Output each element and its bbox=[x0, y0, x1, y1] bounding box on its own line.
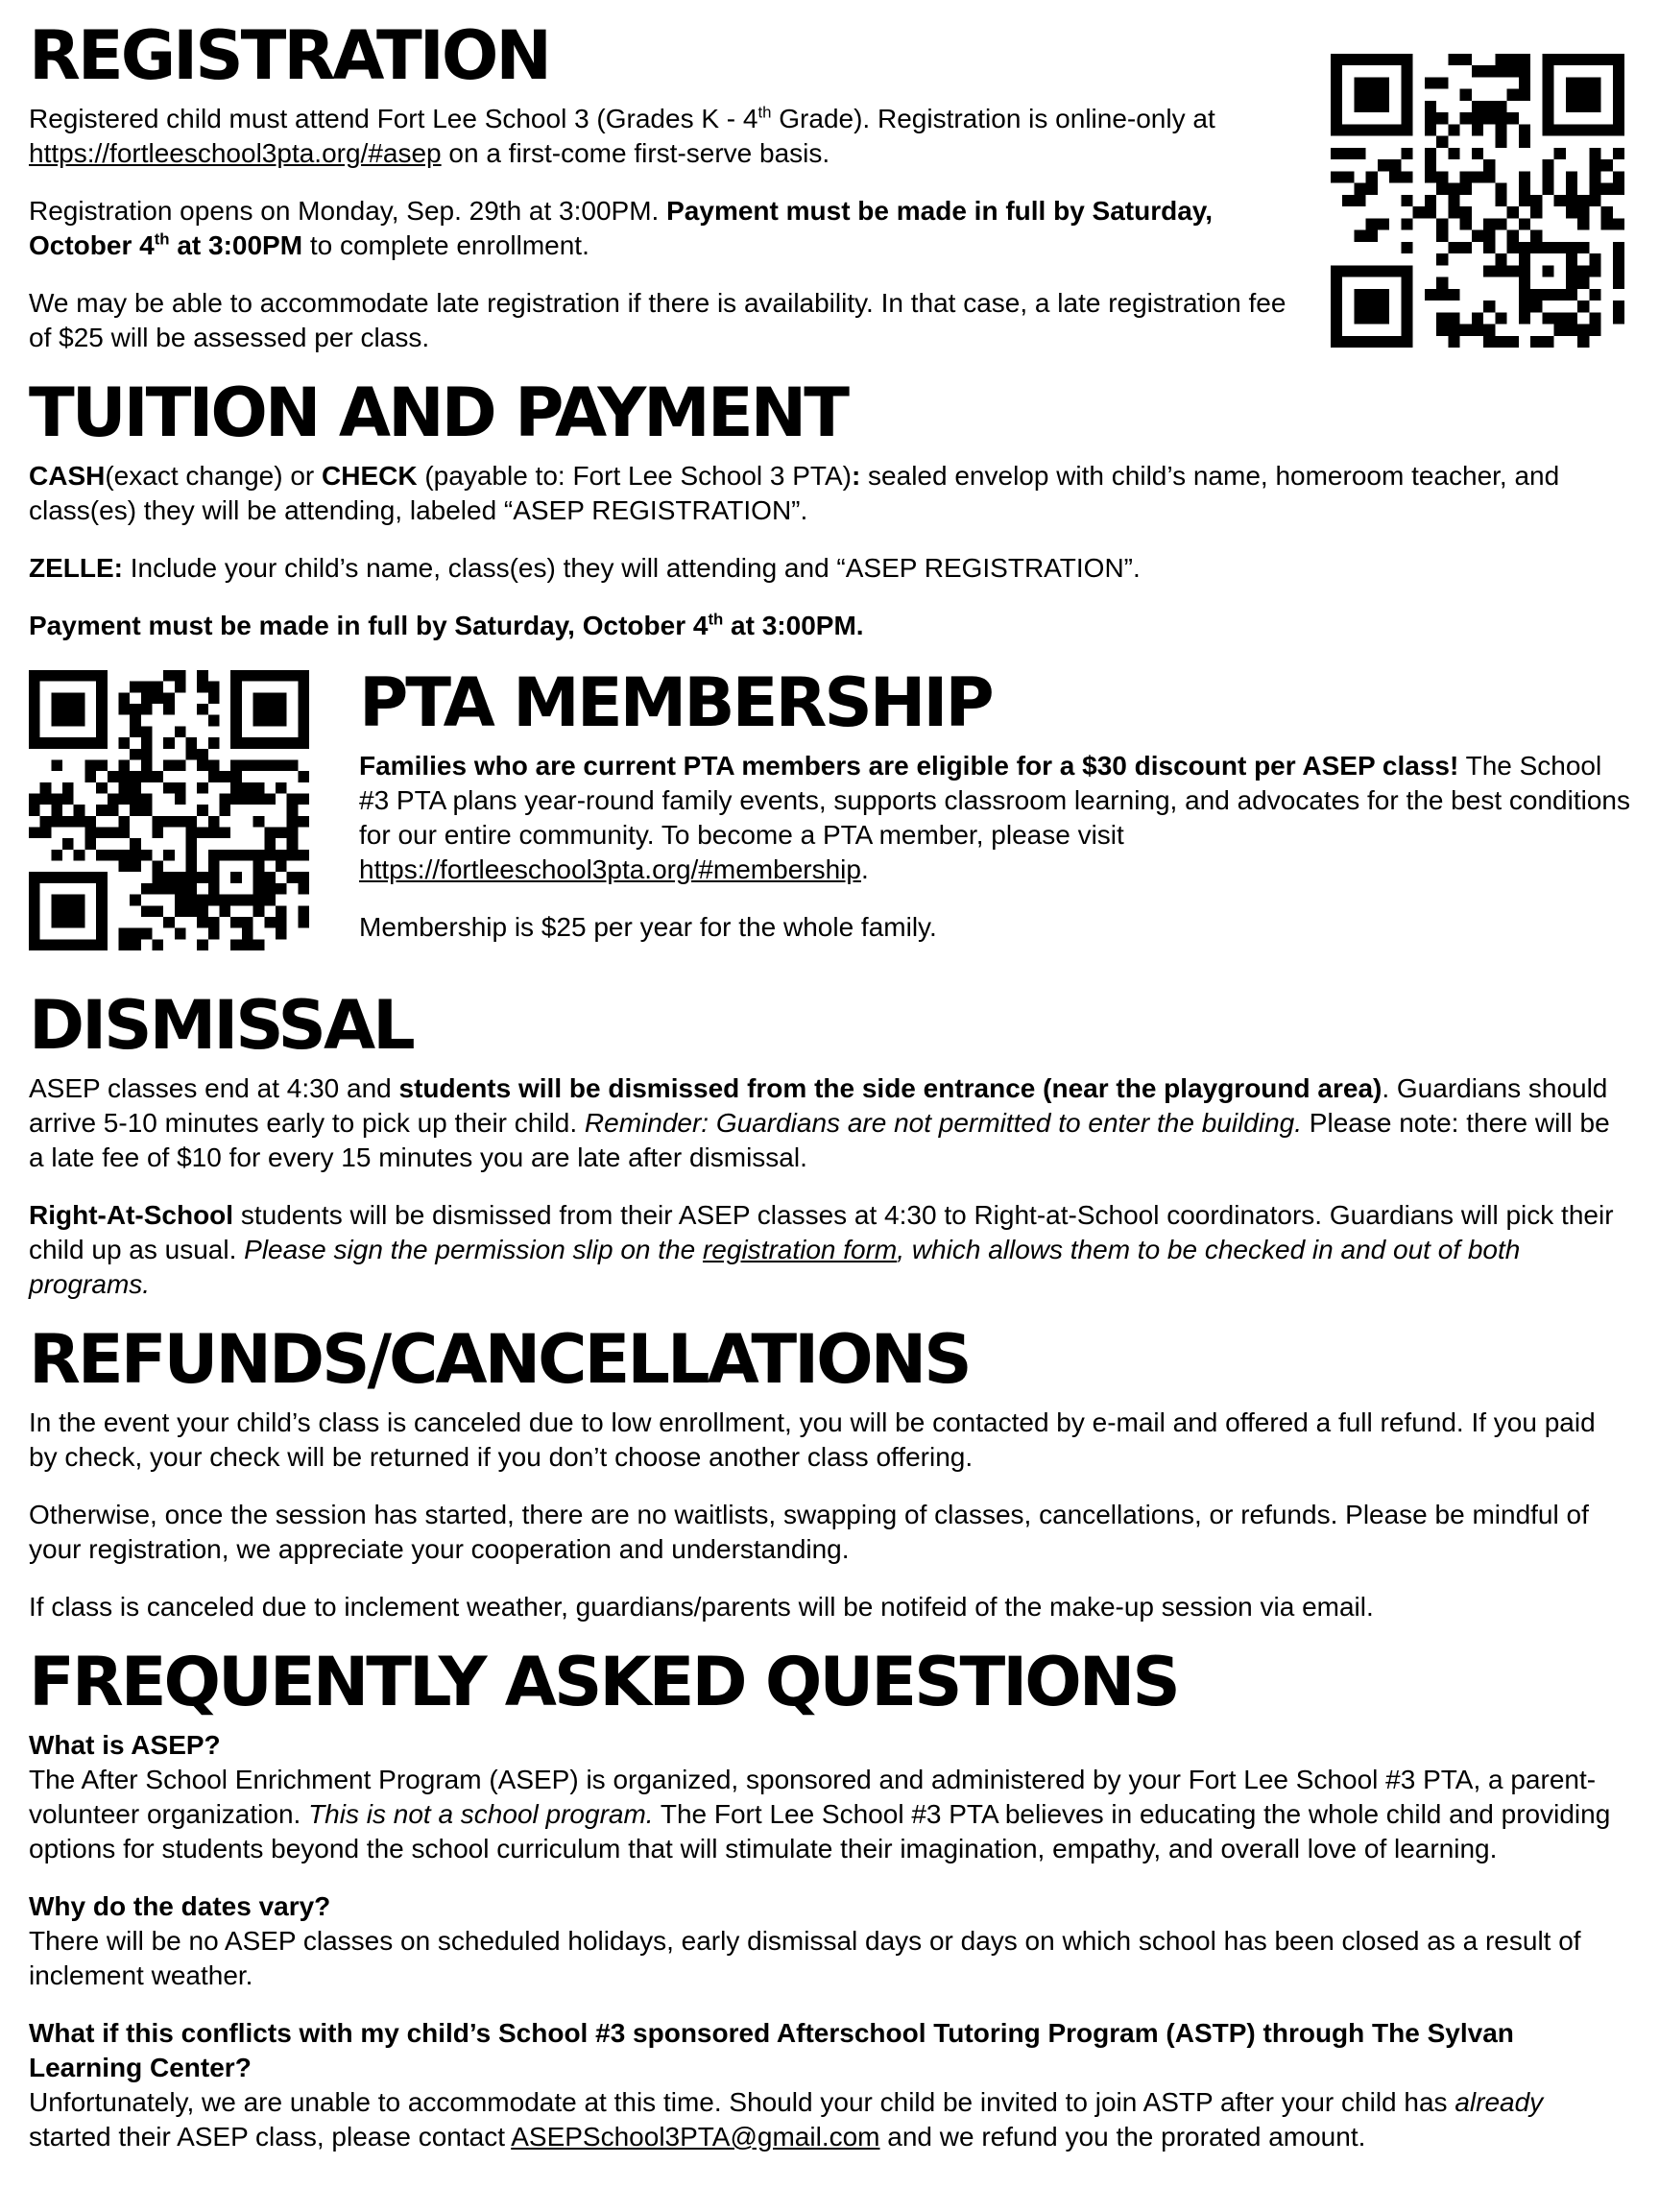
faq-question-1: What is ASEP? bbox=[29, 1730, 221, 1760]
text-segment: already bbox=[1455, 2087, 1544, 2117]
text-segment: Otherwise, once the session has started, there are no waitlists, swapping of classes, cancellations, or refunds. Please be mindful of your registration, we appreciate your cooperation and understanding. bbox=[29, 1500, 1589, 1564]
text-segment: sealed envelop with child’s name, homeroom teacher, and class(es) they will be attending, labeled “ASEP REGISTRATION”. bbox=[29, 461, 1560, 525]
faq-answer-1 bbox=[29, 1763, 1630, 1866]
text-segment: Families who are current PTA members are eligible for a $30 discount per ASEP class! bbox=[359, 751, 1459, 781]
text-segment: Grade). Registration is online-only at bbox=[771, 104, 1215, 133]
text-segment: Please sign the permission slip on the bbox=[244, 1235, 703, 1264]
text-segment: Payment must be made in full by Saturday, October 4 bbox=[29, 196, 1214, 260]
text-segment: : bbox=[851, 461, 861, 491]
dismissal-paragraph-2 bbox=[29, 1198, 1630, 1302]
text-segment: ASEP classes end at 4:30 and bbox=[29, 1073, 399, 1103]
registration-heading: REGISTRATION bbox=[29, 16, 549, 95]
tuition-paragraph-deadline bbox=[29, 609, 1630, 643]
dismissal-paragraph-1 bbox=[29, 1071, 1630, 1175]
pta-membership-link[interactable]: https://fortleeschool3pta.org/#membership bbox=[359, 854, 861, 884]
refunds-heading: REFUNDS/CANCELLATIONS bbox=[29, 1320, 970, 1399]
text-segment: Registered child must attend Fort Lee School 3 (Grades K - 4 bbox=[29, 104, 758, 133]
tuition-paragraph-zelle bbox=[29, 551, 1630, 586]
registration-paragraph-3 bbox=[29, 286, 1315, 355]
text-segment: students will be dismissed from the side entrance (near the playground area) bbox=[398, 1073, 1382, 1103]
text-segment: to complete enrollment. bbox=[302, 230, 589, 260]
text-segment: (payable to: Fort Lee School 3 PTA) bbox=[417, 461, 852, 491]
faq-question-2: Why do the dates vary? bbox=[29, 1891, 331, 1921]
text-segment: students will be dismissed from their ASEP classes at 4:30 to Right-at-School coordinators. Guardians will pick their child up as usual. bbox=[29, 1200, 1614, 1264]
text-segment: Right-At-School bbox=[29, 1200, 234, 1230]
pta-heading: PTA MEMBERSHIP bbox=[359, 663, 992, 742]
text-segment: Please note: there will be a late fee of $10 for every 15 minutes you are late after dismissal. bbox=[29, 1108, 1610, 1172]
text-segment: and we refund you the prorated amount. bbox=[879, 2122, 1366, 2152]
membership-qr-code bbox=[29, 670, 309, 950]
pta-paragraph-price bbox=[359, 910, 1630, 945]
section-dismissal bbox=[29, 986, 1630, 1302]
text-segment: If class is canceled due to inclement weather, guardians/parents will be notifeid of the make-up session via email. bbox=[29, 1592, 1374, 1622]
dismissal-heading: DISMISSAL bbox=[29, 986, 413, 1065]
text-segment: Payment must be made in full by Saturday, October 4 bbox=[29, 611, 709, 640]
registration-paragraph-1 bbox=[29, 102, 1315, 171]
text-segment: There will be no ASEP classes on scheduled holidays, early dismissal days or days on which school has been closed as a result of inclement weather. bbox=[29, 1926, 1581, 1990]
text-segment: . Guardians should arrive 5-10 minutes early to pick up their child. bbox=[29, 1073, 1608, 1138]
text-segment: at 3:00PM. bbox=[723, 611, 864, 640]
text-segment: Reminder: Guardians are not permitted to enter the building. bbox=[584, 1108, 1303, 1138]
text-segment: . bbox=[860, 854, 869, 884]
text-segment: The After School Enrichment Program (ASEP) is organized, sponsored and administered by your Fort Lee School #3 PTA, a parent-volunteer organization. bbox=[29, 1765, 1597, 1829]
refunds-paragraph-3 bbox=[29, 1590, 1630, 1624]
text-segment: ZELLE: bbox=[29, 553, 123, 583]
tuition-paragraph-cash-check bbox=[29, 459, 1630, 528]
faq-heading: FREQUENTLY ASKED QUESTIONS bbox=[29, 1643, 1178, 1721]
section-refunds bbox=[29, 1320, 1630, 1624]
section-tuition bbox=[29, 373, 1630, 643]
text-segment: on a first-come first-serve basis. bbox=[441, 138, 830, 168]
pta-text-column bbox=[359, 663, 1630, 968]
asep-registration-link[interactable]: https://fortleeschool3pta.org/#asep bbox=[29, 138, 442, 168]
faq-answer-3 bbox=[29, 2085, 1630, 2154]
text-segment: Registration opens on Monday, Sep. 29th at 3:00PM. bbox=[29, 196, 667, 226]
text-segment: In the event your child’s class is canceled due to low enrollment, you will be contacted by e-mail and offered a full refund. If you paid by check, your check will be returned if you don’t choose another class offering. bbox=[29, 1407, 1596, 1472]
registration-qr-code bbox=[1331, 54, 1624, 348]
text-segment: The School #3 PTA plans year-round family events, supports classroom learning, and advocates for the best conditions for our entire community. To become a PTA member, please visit bbox=[359, 751, 1630, 850]
pta-paragraph-discount bbox=[359, 749, 1630, 887]
registration-paragraph-2 bbox=[29, 194, 1315, 263]
text-segment: Unfortunately, we are unable to accommodate at this time. Should your child be invited to join ASTP after your child has bbox=[29, 2087, 1455, 2117]
text-segment: The Fort Lee School #3 PTA believes in educating the whole child and providing options for students beyond the school curriculum that will stimulate their imagination, empathy, and overall love of learning. bbox=[29, 1799, 1611, 1863]
tuition-heading: TUITION AND PAYMENT bbox=[29, 373, 847, 452]
refunds-paragraph-1 bbox=[29, 1406, 1630, 1475]
section-faq bbox=[29, 1643, 1630, 2154]
faq-answer-2 bbox=[29, 1924, 1630, 1993]
text-segment: started their ASEP class, please contact bbox=[29, 2122, 512, 2152]
asep-email-link[interactable]: ASEPSchool3PTA@gmail.com bbox=[511, 2122, 880, 2152]
text-segment: CASH bbox=[29, 461, 106, 491]
refunds-paragraph-2 bbox=[29, 1498, 1630, 1567]
text-segment: th bbox=[708, 610, 724, 629]
text-segment: (exact change) or bbox=[105, 461, 323, 491]
section-pta-membership bbox=[29, 663, 1630, 968]
text-segment: We may be able to accommodate late registration if there is availability. In that case, a late registration fee of $25 will be assessed per class. bbox=[29, 288, 1286, 352]
text-segment: This is not a school program. bbox=[308, 1799, 654, 1829]
registration-form-link[interactable]: registration form bbox=[702, 1235, 898, 1264]
text-segment: at 3:00PM bbox=[169, 230, 303, 260]
text-segment: th bbox=[154, 229, 170, 249]
text-segment: CHECK bbox=[322, 461, 418, 491]
text-segment: , which allows them to be checked in and out of both programs. bbox=[29, 1235, 1521, 1299]
text-segment: th bbox=[757, 103, 772, 122]
text-segment: Membership is $25 per year for the whole family. bbox=[359, 912, 937, 942]
faq-question-3: What if this conflicts with my child’s School #3 sponsored Afterschool Tutoring Program (ASTP) through The Sylvan Learning Center? bbox=[29, 2018, 1514, 2082]
text-segment: Include your child’s name, class(es) they will attending and “ASEP REGISTRATION”. bbox=[123, 553, 1141, 583]
